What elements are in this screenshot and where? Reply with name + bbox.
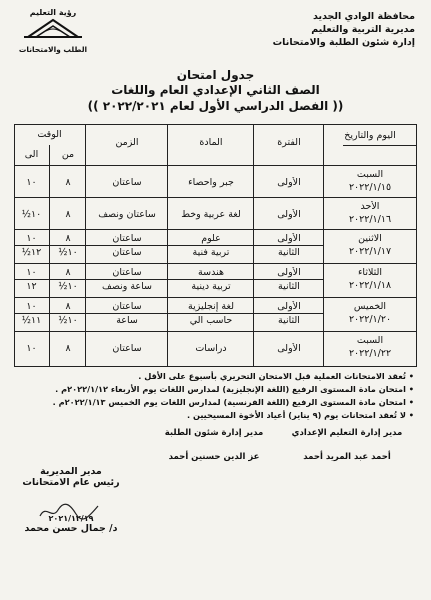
row-date: ٢٠٢٢/١/١٨ (348, 280, 392, 291)
notes-list (14, 370, 414, 422)
row-day: الأحد (360, 201, 380, 212)
logo (18, 8, 88, 54)
sub-row-divider (15, 279, 324, 280)
handwritten-signature-icon (36, 500, 102, 522)
row-period: الأولى (277, 233, 301, 244)
row-subject: دراسات (195, 343, 227, 354)
header-subject: المادة (199, 137, 223, 148)
row-period: الأولى (277, 343, 301, 354)
header-duration: الزمن (115, 137, 139, 148)
note-item: • لا تُعقد امتحانات يوم (٩ يناير) أعياد الأخوة المسيحيين . (187, 410, 414, 420)
row-subject: لغة عربية وخط (181, 209, 241, 220)
row-subject: لغة إنجليزية (188, 301, 234, 312)
header-from: من (61, 149, 75, 160)
sub-row-divider (15, 245, 324, 246)
row-to: ١٠ (26, 301, 37, 312)
signature-name: د/ جمال حسن محمد (24, 523, 118, 534)
header-line-governorate: محافظة الوادي الجديد (313, 11, 415, 22)
header-time-divider (343, 145, 416, 146)
row-duration: ساعتان (112, 267, 142, 278)
row-from: ٨ (65, 267, 71, 278)
row-from: ١٠½ (58, 281, 78, 292)
row-subject: هندسة (198, 267, 224, 278)
header-day-date: اليوم والتاريخ (344, 130, 396, 141)
row-from: ٨ (65, 233, 71, 244)
signature-title: مدير المديرية (40, 466, 102, 477)
row-period: الأولى (277, 267, 301, 278)
row-divider (15, 165, 416, 166)
header-period: الفترة (277, 137, 301, 148)
row-from: ٨ (65, 209, 71, 220)
row-period: الثانية (278, 315, 300, 326)
header-line-directorate: مديرية التربية والتعليم (311, 24, 415, 35)
row-from: ٨ (65, 301, 71, 312)
title-term: (( الفصل الدراسي الأول لعام ٢٠٢٢/٢٠٢١ )) (87, 99, 344, 113)
row-to: ١٢ (26, 281, 37, 292)
row-divider (15, 263, 416, 264)
row-period: الثانية (278, 247, 300, 258)
row-period: الأولى (277, 209, 301, 220)
header-directorate (265, 10, 415, 49)
row-day: الثلاثاء (357, 267, 383, 278)
header-time: الوقت (37, 129, 62, 140)
note-item: • تُعقد الامتحانات العملية قبل الامتحان التحريري بأسبوع على الأقل . (138, 371, 414, 381)
row-divider (15, 331, 416, 332)
row-period: الأولى (277, 301, 301, 312)
row-divider (15, 197, 416, 198)
row-subject: تربية فنية (192, 247, 230, 258)
row-to: ١٠ (26, 267, 37, 278)
row-duration: ساعتان ونصف (98, 209, 156, 220)
row-day: الخميس (353, 301, 387, 312)
row-subject: حاسب آلي (189, 315, 233, 326)
logo-emblem-icon (18, 17, 88, 39)
row-date: ٢٠٢٢/١/٢٢ (348, 348, 392, 359)
signature-date: ٢٠٢١/١٢/١٩ (48, 514, 94, 523)
row-to: ١٠ (26, 177, 37, 188)
signature-name: عز الدين حسنين أحمد (168, 452, 260, 462)
signature-title-secondary: رئيس عام الامتحانات (22, 477, 120, 488)
row-duration: ساعة ونصف (102, 281, 152, 292)
row-divider (15, 297, 416, 298)
row-duration: ساعتان (112, 247, 142, 258)
row-from: ١٠½ (58, 247, 78, 258)
note-item: • امتحان مادة المستوى الرفيع (اللغة الإنجليزية) لمدارس اللغات يوم الأربعاء ٢٠٢٢/١/١٢م . (55, 384, 414, 394)
table-header (15, 125, 416, 166)
row-day: السبت (356, 335, 384, 346)
row-day: الاثنين (358, 233, 382, 244)
row-duration: ساعتان (112, 177, 142, 188)
note-item: • امتحان مادة المستوى الرفيع (اللغة الفرنسية) لمدارس اللغات يوم الخميس ٢٠٢٢/١/١٣م . (52, 397, 414, 407)
row-period: الأولى (277, 177, 301, 188)
row-to: ١٠½ (21, 209, 42, 220)
row-to: ١١½ (21, 315, 42, 326)
row-day: السبت (356, 169, 384, 180)
row-date: ٢٠٢٢/١/١٦ (348, 214, 392, 225)
signature-name: أحمد عبد المريد أحمد (303, 452, 391, 462)
row-period: الثانية (278, 281, 300, 292)
title-grade: الصف الثاني الإعدادي العام واللغات (111, 83, 320, 97)
signature-prep-education (277, 428, 417, 462)
row-from: ٨ (65, 343, 71, 354)
row-to: ١٠ (26, 343, 37, 354)
row-to: ١٢½ (21, 247, 42, 258)
title-exam-schedule: جدول امتحان (176, 68, 255, 82)
logo-caption: الطلب والامتحانات (18, 45, 88, 54)
row-date: ٢٠٢٢/١/١٧ (348, 246, 392, 257)
signature-title: مدير إدارة التعليم الإعدادي (291, 428, 403, 438)
row-to: ١٠ (26, 233, 37, 244)
signature-student-affairs (149, 428, 279, 462)
row-duration: ساعتان (112, 343, 142, 354)
exam-schedule-table (14, 124, 417, 367)
row-subject: علوم (201, 233, 221, 244)
row-from: ٨ (65, 177, 71, 188)
row-divider (15, 229, 416, 230)
header-to: الى (24, 149, 39, 160)
row-subject: تربية دينية (191, 281, 231, 292)
header-line-department: إدارة شئون الطلبة والامتحانات (272, 37, 415, 48)
row-duration: ساعة (116, 315, 138, 326)
signature-title: مدير إدارة شئون الطلبة (164, 428, 264, 438)
row-subject: جبر واحصاء (188, 177, 234, 188)
row-duration: ساعتان (112, 301, 142, 312)
logo-text: رؤية التعليم (29, 8, 77, 17)
row-date: ٢٠٢٢/١/١٥ (348, 182, 392, 193)
row-date: ٢٠٢٢/١/٢٠ (348, 314, 392, 325)
row-duration: ساعتان (112, 233, 142, 244)
row-from: ١٠½ (58, 315, 78, 326)
sub-row-divider (15, 313, 324, 314)
